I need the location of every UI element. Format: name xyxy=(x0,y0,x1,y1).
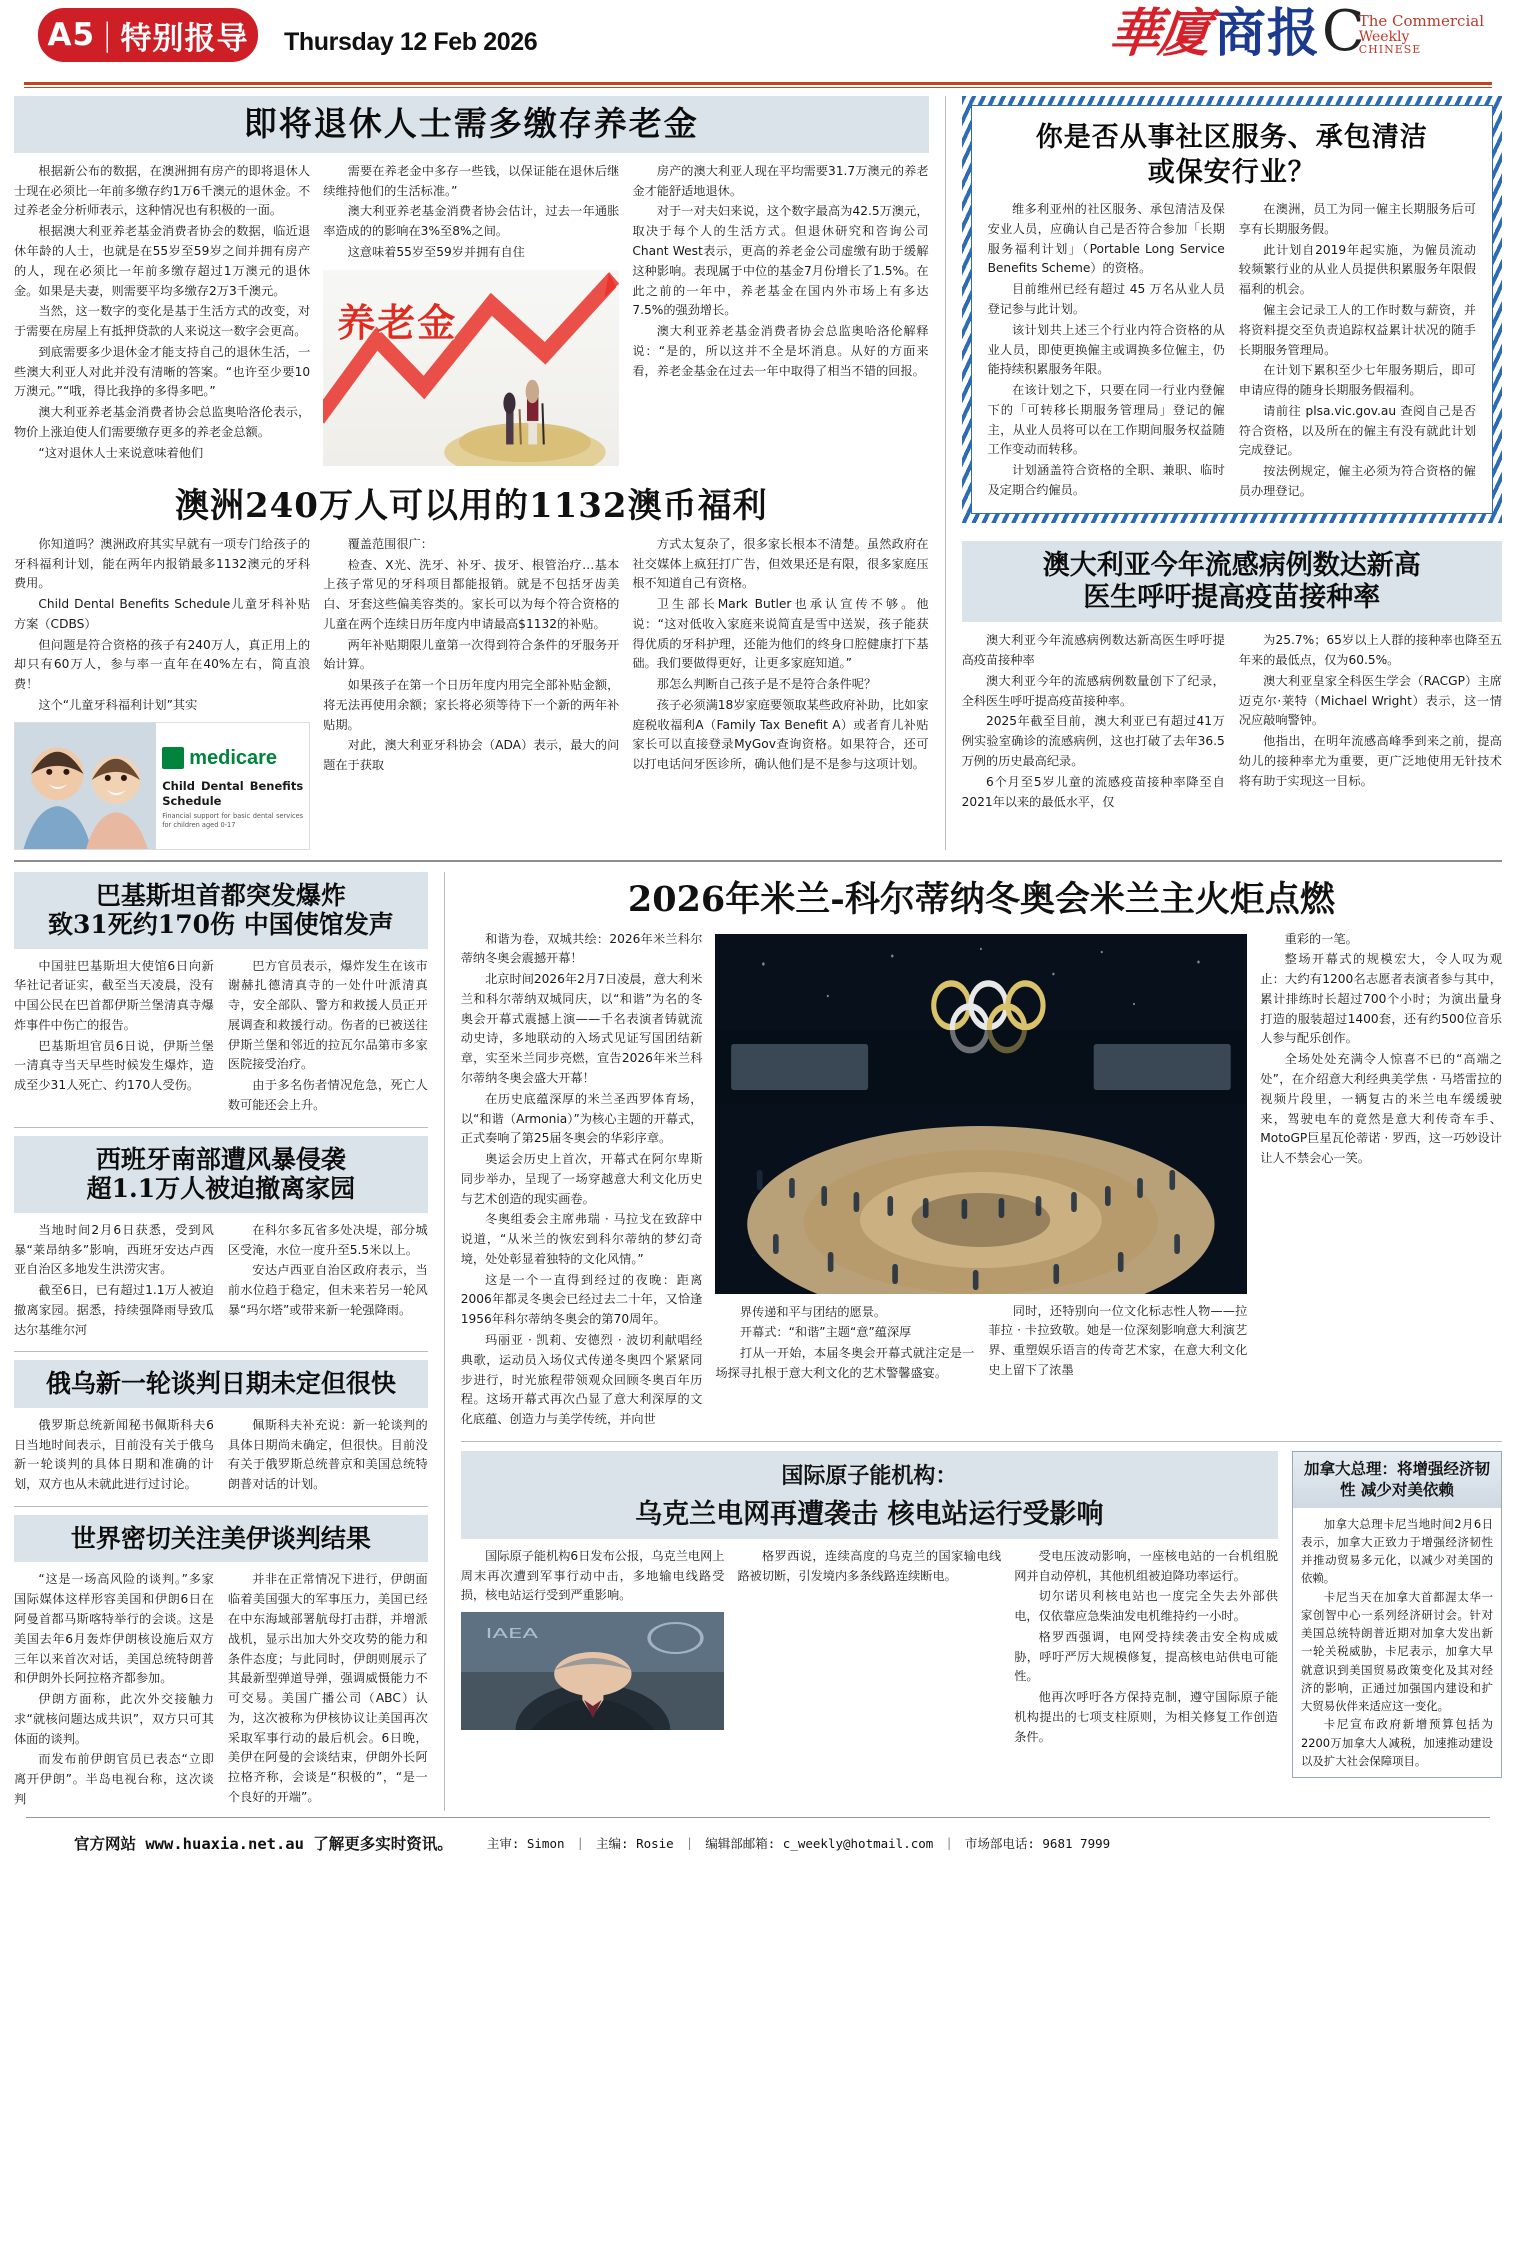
medicare-fine-print: Financial support for basic dental services for children aged 0-17 xyxy=(162,812,304,829)
iaea-col-3 xyxy=(1014,1547,1278,1749)
para: 这意味着55岁至59岁并拥有自住 xyxy=(347,245,525,259)
top-rule-thick xyxy=(24,82,1492,85)
iaea-article xyxy=(461,1547,1278,1749)
para: 加拿大总理卡尼当地时间2月6日表示，加拿大正致力于增强经济韧性并推动贸易多元化，以减少对美国的依赖。 xyxy=(1300,1516,1493,1586)
para: 僱主会记录工人的工作时数与薪资，并将资料提交至负责追踪权益累计状况的随手长期服务管理局。 xyxy=(1238,303,1476,357)
para: 安达卢西亚自治区政府表示，当前水位趋于稳定，但未来若另一轮风暴“玛尔塔”或带来新一轮强降雨。 xyxy=(227,1263,428,1317)
para: 检查、X光、洗牙、补牙、拔牙、根管治疗…基本上孩子常见的牙科项目都能报销。就是不包括牙齿美白、牙套这些偏美容类的。家长可以为每个符合资格的儿童在两个连续日历年度内申请最高$1132的补贴。 xyxy=(323,557,620,631)
para: 该计划共上述三个行业内符合资格的从业人员，即使更换僱主或调换多位僱主，仍能持续积累服务年限。 xyxy=(987,322,1225,377)
medicare-mark-icon xyxy=(162,747,184,769)
para: 界传递和平与团结的愿景。 xyxy=(739,1304,887,1319)
para: 卡尼当天在加拿大首都渥太华一家创智中心一系列经济研讨会。针对美国总统特朗普近期对加拿大发出新一轮关税威胁，卡尼表示，加拿大早就意识到美国贸易政策变化及其对经济的影响，正通过加强国内建设和扩大贸易伙伴来适应这一变化。 xyxy=(1300,1589,1493,1714)
iaea-headline-line2: 乌克兰电网再遭袭击 核电站运行受影响 xyxy=(635,1498,1104,1530)
top-rule-thin xyxy=(24,87,1492,88)
olympics-headline-wrap xyxy=(461,872,1502,922)
para: “这对退休人士来说意味着他们 xyxy=(38,445,204,460)
footer-credit-editor: 主编: Rosie xyxy=(596,1835,674,1851)
divider xyxy=(14,1127,428,1128)
pension-col-1 xyxy=(14,162,310,466)
para: 按法例规定，僱主必须为符合资格的僱员办理登记。 xyxy=(1238,464,1476,498)
para: 打从一开始，本届冬奥会开幕式就注定是一场探寻扎根于意大利文化的艺术警馨盛宴。 xyxy=(715,1346,975,1380)
para: 两年补贴期限儿童第一次得到符合条件的牙服务开始计算。 xyxy=(323,637,620,672)
spain-headline-line1: 西班牙南部遭风暴侵袭 xyxy=(95,1144,346,1174)
flu-headline-line2: 医生呼吁提高疫苗接种率 xyxy=(1083,581,1381,613)
logo-letter-c: C xyxy=(1321,0,1365,64)
logo-english-line2: Weekly xyxy=(1358,28,1410,45)
para: 切尔诺贝利核电站也一度完全失去外部供电，仅依靠应急柴油发电机维持约一小时。 xyxy=(1014,1589,1278,1624)
para: 澳大利亚养老基金消费者协会估计，过去一年通胀率造成的的影响在3%至8%之间。 xyxy=(323,204,620,239)
para: 为25.7%；65岁以上人群的接种率也降至五年来的最低点，仅为60.5%。 xyxy=(1238,633,1502,668)
para: 在历史底蕴深厚的米兰圣西罗体育场，以“和谐（Armonia）”为核心主题的开幕式，正式奏响了第25届冬奥会的华彩序章。 xyxy=(460,1091,703,1146)
para: 目前维州已经有超过 45 万名从业人员登记参与此计划。 xyxy=(987,282,1225,317)
para: 伊朗方面称，此次外交接触力求“就核问题达成共识”，双方只可其体面的谈判。 xyxy=(14,1692,214,1746)
welfare-col-2 xyxy=(323,535,619,850)
spain-col-1 xyxy=(14,1221,214,1342)
para: 覆盖范围很广： xyxy=(347,536,433,551)
para: 卡尼宣布政府新增预算包括为2200万加拿大人减税，加速推动建设以及扩大社会保障项目。 xyxy=(1300,1717,1493,1768)
pension-photo xyxy=(323,270,619,466)
medicare-scheme-name: Child Dental Benefits Schedule xyxy=(162,779,304,808)
canada-headline: 加拿大总理：将增强经济韧性 减少对美依赖 xyxy=(1293,1452,1501,1508)
russia-col-2 xyxy=(228,1416,428,1496)
russia-headline-band xyxy=(14,1360,428,1408)
spain-col-2 xyxy=(228,1221,428,1342)
newspaper-logo xyxy=(1105,0,1484,64)
community-article xyxy=(988,200,1476,502)
divider xyxy=(461,1441,1502,1442)
para: 这是一个一直得到经过的夜晚：距离2006年都灵冬奥会已经过去二十年，又恰逢1956年科尔蒂纳冬奥会的第70周年。 xyxy=(460,1272,703,1327)
flu-headline-band xyxy=(962,541,1502,623)
para: 并非在正常情况下进行，伊朗面临着美国强大的军事压力，美国已经在中东海域部署航母打击群，并增派战机，显示出加大外交攻势的能力和条件态度；与此同时，伊朗则展示了其最新型弹道导弹，强调威慑能力不可交易。美国广播公司（ABC）认为，这次被称为伊核协议让美国再次采取军事行动的最后机会。6日晚，美伊在阿曼的会谈结束，伊朗外长阿拉格齐称，会谈是“积极的”，“是一个良好的开端”。 xyxy=(227,1572,428,1804)
iaea-col-2 xyxy=(737,1547,1001,1749)
page-footer xyxy=(14,1818,1502,1860)
para: 这个“儿童牙科福利计划”其实 xyxy=(38,697,198,712)
para: 澳大利亚养老基金消费者协会总监奥哈洛伦解释说：“是的，所以这并不全是坏消息。从好的方面来看，养老金基金在过去一年中取得了相当不错的回报。 xyxy=(632,324,929,378)
para: 澳大利亚今年的流感病例数量创下了纪录，全科医生呼吁提高疫苗接种率。 xyxy=(961,673,1225,708)
pakistan-headline-band xyxy=(14,872,428,949)
canada-section xyxy=(1292,1451,1502,1778)
canada-box xyxy=(1292,1451,1502,1778)
para: 奥运会历史上首次，开幕式在阿尔卑斯同步举办，呈现了一场穿越意大利文化历史与艺术创造的现实画卷。 xyxy=(460,1152,703,1206)
pension-article xyxy=(14,162,929,466)
welfare-col-3 xyxy=(632,535,928,850)
pakistan-article xyxy=(14,957,428,1117)
para: 对于一对夫妇来说，这个数字最高为42.5万澳元，取决于每个人的生活方式。但退休研究和咨询公司Chant West表示，更高的养老金公司虚缴有助于缓解这种影响。表现属于中位的基金7月份增长了1.5%。在此之前的一年中，养老基金在国内外市场上有多达7.5%的强劲增长。 xyxy=(632,204,929,318)
community-col-1 xyxy=(988,200,1225,502)
footer-credit-email[interactable]: 编辑部邮箱: c_weekly@hotmail.com xyxy=(705,1835,934,1851)
canada-article xyxy=(1293,1508,1501,1778)
pension-col-3 xyxy=(632,162,928,466)
vertical-divider xyxy=(945,96,946,850)
section-name: 特别报导 xyxy=(120,20,249,57)
para: 受电压波动影响，一座核电站的一台机组脱网并自动停机，其他机组被迫降功率运行。 xyxy=(1014,1548,1278,1583)
para: Child Dental Benefits Schedule儿童牙科补贴方案（CDBS） xyxy=(14,597,311,631)
credit-separator: | xyxy=(576,1835,585,1851)
para: 由于多名伤者情况危急，死亡人数可能还会上升。 xyxy=(227,1078,428,1113)
iaea-section xyxy=(461,1451,1278,1778)
top-left-column xyxy=(14,96,929,850)
mid-right-column xyxy=(461,872,1502,1811)
medicare-logo xyxy=(162,742,303,774)
welfare-headline-wrap xyxy=(14,478,929,527)
grossi-portrait xyxy=(461,1612,725,1730)
russia-headline: 俄乌新一轮谈判日期未定但很快 xyxy=(45,1369,396,1399)
spain-headline-band xyxy=(14,1136,428,1213)
masthead xyxy=(14,0,1502,80)
para: 对此，澳大利亚牙科协会（ADA）表示，最大的问题在于获取 xyxy=(323,738,620,773)
logo-english xyxy=(1359,14,1484,60)
para: 卫生部长Mark Butler也承认宣传不够。他说：“这对低收入家庭来说简直是雪中送炭，孩子能获得优质的牙科护理，还能为他们的终身口腔健康打下基础。我们要做得更好，让更多家庭知道。” xyxy=(632,597,929,671)
community-headline-line1: 你是否从事社区服务、承包清洁 xyxy=(1035,122,1428,153)
para: 在该计划之下，只要在同一行业内登僱下的「可转移长期服务管理局」登记的僱主，从业人员将可以在工作期间服务权益随工作变动而转移。 xyxy=(987,383,1225,457)
para: 玛丽亚 · 凯莉、安德烈 · 波切利献唱经典歌，运动员入场仪式传递冬奥四个紧紧同步进行，时光旅程带领观众回顾冬奥百年历程。这场开幕式再次凸显了意大利深厚的文化底蕴、创造力与美学传统，并向世 xyxy=(460,1332,703,1427)
olympics-col-1 xyxy=(461,930,703,1431)
pakistan-headline-line2: 致31死约170伤 中国使馆发声 xyxy=(48,910,394,940)
para: 重彩的一笔。 xyxy=(1284,931,1358,946)
para: 当然，这一数字的变化是基于生活方式的改变，对于需要在房屋上有抵押贷款的人来说这一数字会更高。 xyxy=(14,304,311,339)
mid-left-column xyxy=(14,872,428,1811)
para: 开幕式：“和谐”主题“意”蕴深厚 xyxy=(739,1325,912,1340)
para: 你知道吗？澳洲政府其实早就有一项专门给孩子的牙科福利计划，能在两年内报销最多1132澳元的牙科费用。 xyxy=(14,536,311,591)
flu-col-1 xyxy=(962,631,1225,813)
divider xyxy=(14,1506,428,1507)
para: 如果孩子在第一个日历年度内用完全部补贴金额，将无法再使用余额；家长将必须等待下一个新的两年补贴期。 xyxy=(323,678,620,732)
para: 冬奥组委会主席弗瑞 · 马拉戈在致辞中说道，“从米兰的恢宏到科尔蒂纳的梦幻奇境，处处彰显着独特的文化风情。” xyxy=(460,1212,703,1266)
para: 房产的澳大利亚人现在平均需要31.7万澳元的养老金才能舒适地退休。 xyxy=(632,163,929,198)
section-tag xyxy=(38,8,258,62)
usiran-headline: 世界密切关注美伊谈判结果 xyxy=(70,1523,371,1553)
para: 同时，还特别向一位文化标志性人物——拉菲拉 · 卡拉致敬。她是一位深刻影响意大利演艺界、重塑娱乐语言的传奇艺术家，在意大利文化史上留下了浓墨 xyxy=(988,1303,1248,1377)
pension-headline-band xyxy=(14,96,929,153)
para: 格罗西说，连续高度的乌克兰的国家输电线路被切断，引发境内多条线路连续断电。 xyxy=(737,1548,1002,1583)
iaea-headline-line1: 国际原子能机构： xyxy=(781,1462,958,1489)
footer-credit-reviewer: 主审: Simon xyxy=(486,1835,565,1851)
credit-separator: | xyxy=(685,1835,694,1851)
divider xyxy=(14,1351,428,1352)
usiran-article xyxy=(14,1570,428,1810)
para: 在计划下累积至少七年服务期后，即可申请应得的随身长期服务假福利。 xyxy=(1238,363,1476,398)
pension-image-caption: 养老金 xyxy=(337,299,458,345)
bottom-right-row xyxy=(461,1451,1502,1778)
welfare-col-1 xyxy=(14,535,310,850)
logo-chinese-red: 華廈 xyxy=(1105,3,1213,64)
medicare-card-photo xyxy=(14,722,310,850)
para: 中国驻巴基斯坦大使馆6日向新华社记者证实，截至当天凌晨，没有中国公民在巴首都伊斯兰堡清真寺爆炸事件中伤亡的报告。 xyxy=(14,958,214,1032)
olympics-article xyxy=(461,930,1502,1431)
pakistan-headline-line1: 巴基斯坦首都突发爆炸 xyxy=(95,880,346,910)
spain-headline-line2: 超1.1万人被迫撤离家园 xyxy=(86,1174,356,1204)
para: 请前往 plsa.vic.gov.au 查阅自己是否符合资格，以及所在的僱主有没有就此计划完成登记。 xyxy=(1238,403,1476,458)
kids-illustration xyxy=(15,723,156,849)
logo-chinese-blue: 商报 xyxy=(1213,3,1320,64)
pakistan-col-1 xyxy=(14,957,214,1117)
flu-col-2 xyxy=(1239,631,1502,813)
olympics-headline: 2026年米兰-科尔蒂纳冬奥会米兰主火炬点燃 xyxy=(627,878,1335,920)
top-right-column xyxy=(962,96,1502,850)
medicare-branding xyxy=(156,723,309,849)
para: 根据澳大利亚养老基金消费者协会的数据，临近退休年龄的人士，也就是在55岁至59岁之间并拥有房产的人，现在必须比一年前多缴存超过1万澳元的退休金。如果是夫妻，则需要平均多缴存2万3千澳元。 xyxy=(14,224,311,298)
section-code: A5 xyxy=(47,17,96,53)
section-separator: | xyxy=(102,17,114,53)
community-box-inner xyxy=(971,105,1493,514)
olympics-center-block xyxy=(715,930,1247,1431)
para: 而发布前伊朗官员已表态“立即离开伊朗”。半岛电视台称，这次谈判 xyxy=(14,1752,214,1806)
flu-headline-line1: 澳大利亚今年流感病例数达新高 xyxy=(1042,549,1421,581)
usiran-headline-band xyxy=(14,1515,428,1563)
flu-article xyxy=(962,631,1502,813)
logo-english-line1: The Commercial xyxy=(1358,12,1484,31)
para: 和谐为卷，双城共绘：2026年米兰科尔蒂纳冬奥会震撼开幕！ xyxy=(460,931,703,966)
para: 但问题是符合资格的孩子有240万人，真正用上的却只有60万人，参与率一直年在40%左右，简直浪费！ xyxy=(14,637,311,692)
para: 整场开幕式的规模宏大，令人叹为观止：大约有1200名志愿者表演者参与其中，累计排练时长超过700个小时；为演出量身打造的服装超过1400套，还有约500位音乐人参与配乐创作。 xyxy=(1260,952,1502,1046)
olympics-center-text xyxy=(715,1302,1247,1385)
community-col-2 xyxy=(1239,200,1476,502)
iaea-col-1 xyxy=(461,1547,725,1749)
credit-separator: | xyxy=(945,1835,953,1851)
para: 巴基斯坦官员6日说，伊斯兰堡一清真寺当天早些时候发生爆炸，造成至少31人死亡、约170人受伤。 xyxy=(14,1038,214,1093)
usiran-col-2 xyxy=(228,1570,428,1810)
para: 2025年截至目前，澳大利亚已有超过41万例实验室确诊的流感病例，这也打破了去年36.5万例的历史最高纪录。 xyxy=(961,714,1225,768)
svg-text:IAEA: IAEA xyxy=(485,1626,538,1642)
footer-website[interactable]: 官方网站 www.huaxia.net.au 了解更多实时资讯。 xyxy=(74,1834,453,1853)
para: 那怎么判断自己孩子是不是符合条件呢？ xyxy=(656,677,877,692)
olympics-col-3 xyxy=(988,1302,1247,1385)
para: 国际原子能机构6日发布公报，乌克兰电网上周末再次遭到军事行动中击，多地输电线路受损，核电站运行受到严重影响。 xyxy=(460,1548,725,1603)
para: 截至6日，已有超过1.1万人被迫撤离家园。据悉，持续强降雨导致瓜达尔基维尔河 xyxy=(14,1283,214,1337)
para: 根据新公布的数据，在澳洲拥有房产的即将退休人士现在必须比一年前多缴存约1万6千澳元的退休金。不过养老金分析师表示，这种情况也有积极的一面。 xyxy=(14,163,311,218)
para: 澳大利亚皇家全科医生学会（RACGP）主席迈克尔·莱特（Michael Wright）表示，这一情况应敲响警钟。 xyxy=(1238,673,1502,728)
para: 他指出，在明年流感高峰季到来之前，提高幼儿的接种率尤为重要，更广泛地使用无针技术将有助于实现这一目标。 xyxy=(1238,734,1502,788)
olympics-ceremony-photo xyxy=(715,934,1247,1294)
para: 当地时间2月6日获悉，受到风暴“莱昂纳多”影响，西班牙安达卢西亚自治区多地发生洪涝灾害。 xyxy=(14,1222,214,1277)
para: 在澳洲，员工为同一僱主长期服务后可享有长期服务假。 xyxy=(1238,202,1476,236)
pakistan-col-2 xyxy=(228,957,428,1117)
zone-divider xyxy=(14,860,1502,862)
para: 他再次呼吁各方保持克制，遵守国际原子能机构提出的七项支柱原则，为相关修复工作创造条件。 xyxy=(1014,1690,1278,1744)
welfare-article xyxy=(14,535,929,850)
para: 到底需要多少退休金才能支持自己的退休生活，一些澳大利亚人对此并没有清晰的答案。“也许至少要10万澳元。”“哦，得比我挣的多得多吧。” xyxy=(14,344,311,399)
iaea-headline-band xyxy=(461,1451,1278,1539)
usiran-col-1 xyxy=(14,1570,214,1810)
pension-col-2 xyxy=(323,162,619,466)
community-service-box xyxy=(962,96,1502,523)
community-headline xyxy=(988,120,1476,190)
para: 北京时间2026年2月7日凌晨，意大利米兰和科尔蒂纳双城同庆，以“和谐”为名的冬奥会开幕式震撼上演——千名表演者铸就流动史诗，多地联动的入场式见证写国团结新章，实至米兰同步亮燃，宣告2026年米兰科尔蒂纳冬奥会盛大开幕！ xyxy=(460,972,703,1086)
iaea-official-photo xyxy=(461,1612,725,1730)
community-headline-line2: 或保安行业？ xyxy=(1147,157,1316,189)
para: 格罗西强调，电网受持续袭击安全构成威胁，呼吁严厉大规模修复，提高核电站供电可能性。 xyxy=(1014,1629,1278,1684)
spain-article xyxy=(14,1221,428,1342)
footer-credits xyxy=(487,1834,1110,1852)
welfare-headline: 澳洲240万人可以用的1132澳币福利 xyxy=(174,485,768,526)
stadium-illustration xyxy=(715,934,1247,1294)
para: 在科尔多瓦省多处决堤，部分城区受淹，水位一度升至5.5米以上。 xyxy=(227,1222,428,1257)
para: 孩子必须满18岁家庭要领取某些政府补助，比如家庭税收福利A（Family Tax Benefit A）或者育儿补贴家长可以直接登录MyGov查询资格。如果符合，还可以打电话问牙医诊所，确认他们是不是参与这项计划。 xyxy=(632,697,929,772)
vertical-divider xyxy=(444,872,445,1811)
para: 佩斯科夫补充说：新一轮谈判的具体日期尚未确定，但很快。目前没有关于俄罗斯总统普京和美国总统特朗普对话的计划。 xyxy=(227,1417,428,1492)
para: 巴方官员表示，爆炸发生在该市谢赫扎德清真寺的一处什叶派清真寺，安全部队、警方和救援人员正开展调查和救援行动。伤者的已被送往伊斯兰堡和邻近的拉瓦尔品第市多家医院接受治疗。 xyxy=(227,958,428,1072)
para: 计划涵盖符合资格的全职、兼职、临时及定期合约僱员。 xyxy=(987,463,1225,497)
logo-english-line3: CHINESE xyxy=(1358,43,1422,57)
para: 6个月至5岁儿童的流感疫苗接种率降至自2021年以来的最低水平，仅 xyxy=(961,774,1225,809)
pension-headline: 即将退休人士需多缴存养老金 xyxy=(243,104,699,143)
olympics-col-2 xyxy=(715,1302,974,1385)
children-photo xyxy=(15,723,156,849)
top-zone xyxy=(14,96,1502,850)
masthead-date: Thursday 12 Feb 2026 xyxy=(284,28,538,56)
para: 全场处处充满令人惊喜不已的“高端之处”，在介绍意大利经典美学焦 · 马塔雷拉的视频片段里，一辆复古的米兰电车缓缓驶来，驾驶电车的竟然是意大利传奇车手、MotoGP巨星瓦伦蒂诺 · 罗西，这一巧妙设计让人不禁会心一笑。 xyxy=(1260,1052,1502,1166)
russia-article xyxy=(14,1416,428,1496)
olympics-col-4 xyxy=(1260,930,1502,1431)
russia-col-1 xyxy=(14,1416,214,1496)
para: 此计划自2019年起实施，为僱员流动较频繁行业的从业人员提供积累服务年限假福利的机会。 xyxy=(1238,242,1476,297)
para: 俄罗斯总统新闻秘书佩斯科夫6日当地时间表示，目前没有关于俄乌新一轮谈判的具体日期和准确的计划，双方也从未就此进行过讨论。 xyxy=(14,1417,214,1492)
para: 澳大利亚养老基金消费者协会总监奥哈洛伦表示，物价上涨迫使人们需要缴存更多的养老金总额。 xyxy=(14,405,311,439)
para: 需要在养老金中多存一些钱，以保证能在退休后继续维持他们的生活标准。” xyxy=(323,163,620,198)
para: 澳大利亚今年流感病例数达新高医生呼吁提高疫苗接种率 xyxy=(961,633,1225,668)
para: 方式太复杂了，很多家长根本不清楚。虽然政府在社交媒体上疯狂打广告，但效果还是有限，很多家庭压根不知道自己有资格。 xyxy=(632,536,929,591)
mid-zone xyxy=(14,872,1502,1811)
medicare-wordmark: medicare xyxy=(189,747,278,770)
para: 维多利亚州的社区服务、承包清洁及保安业人员，应确认自己是否符合参加「长期服务福利计划」（Portable Long Service Benefits Scheme）的资格。 xyxy=(987,202,1225,276)
para: “这是一场高风险的谈判。”多家国际媒体这样形容美国和伊朗6日在阿曼首都马斯喀特举行的会谈。这是美国去年6月轰炸伊朗核设施后双方三年以来首次对话，美国总统特朗普和伊朗外长阿拉格齐都参加。 xyxy=(14,1572,214,1686)
footer-credit-phone: 市场部电话: 9681 7999 xyxy=(964,1835,1111,1851)
